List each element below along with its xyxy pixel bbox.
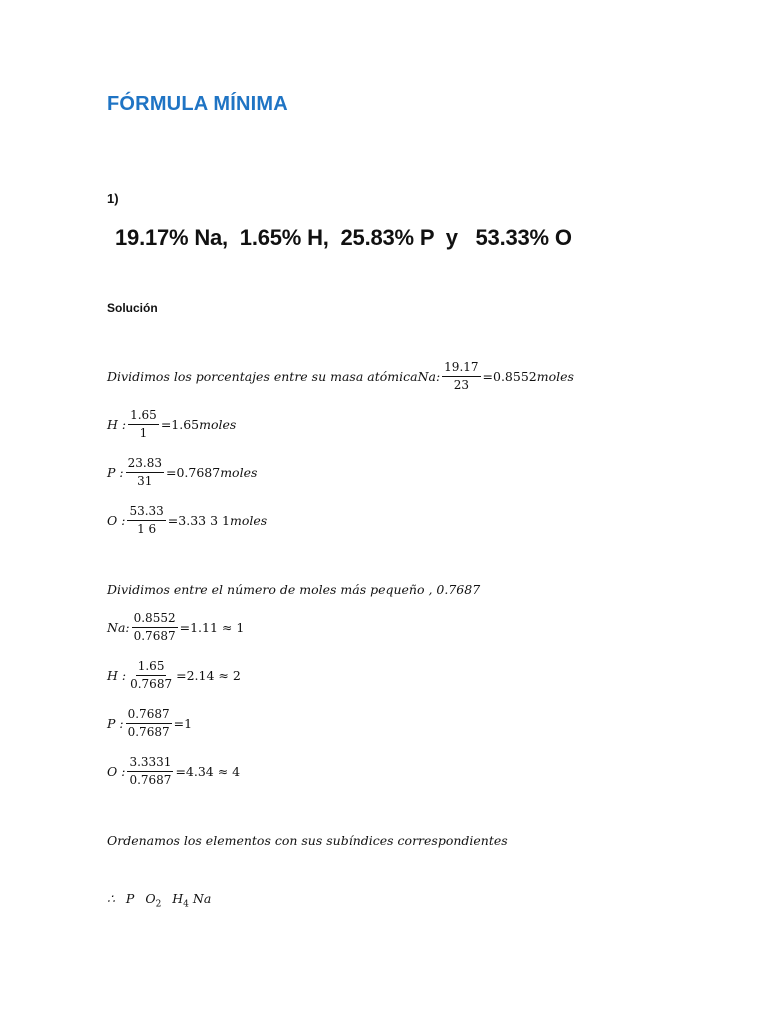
step2-intro: Dividimos entre el número de moles más pequeño , 0.7687 [107,582,481,597]
numerator: 0.8552 [132,611,178,628]
element-label: P : [107,464,124,480]
step1-h-row [107,404,236,444]
step2-p-row [107,703,192,743]
fraction [128,659,174,692]
composition-statement: 19.17% Na, 1.65% H, 25.83% P y 53.33% O [115,225,572,250]
step2-h-row [107,655,241,695]
fraction [128,408,159,441]
element-label: H : [107,416,127,432]
denominator: 23 [453,377,469,392]
fraction [132,611,178,644]
unit: moles [229,512,268,528]
fraction [442,360,480,393]
result: =0.7687 [165,464,221,480]
numerator: 0.7687 [126,707,172,724]
page-title: FÓRMULA MÍNIMA [107,93,288,115]
step1-p-row [107,452,257,492]
formula-na: Na [192,891,212,906]
problem-number: 1) [107,191,119,206]
formula-o: O [145,891,156,906]
formula-h: H [172,891,184,906]
numerator: 19.17 [442,360,480,377]
denominator: 1 [139,425,148,440]
therefore-symbol: ∴ [107,891,115,906]
denominator: 0.7687 [127,724,170,739]
formula-p: P [125,891,135,906]
element-label: P : [107,715,124,731]
numerator: 3.3331 [127,755,173,772]
denominator: 0.7687 [133,628,176,643]
unit: moles [220,464,258,480]
fraction [127,504,165,537]
numerator: 53.33 [127,504,165,521]
result: =3.33 3 1 [167,512,230,528]
numerator: 23.83 [126,456,164,473]
element-label: Na: [107,619,130,635]
unit: moles [199,416,237,432]
result: =0.8552 [482,368,537,384]
step1-intro: Dividimos los porcentajes entre su masa atómica [107,368,418,384]
solution-label: Solución [107,301,158,315]
numerator: 1.65 [128,408,159,425]
fraction [127,755,173,788]
step3-intro: Ordenamos los elementos con sus subíndices correspondientes [107,833,508,848]
element-label: O : [107,763,126,779]
denominator: 0.7687 [129,772,172,787]
result: =1.11 ≈ 1 [179,619,245,635]
numerator: 1.65 [136,659,167,676]
fraction [126,707,172,740]
element-label: Na: [417,368,441,384]
denominator: 0.7687 [130,676,173,691]
step2-na-row [107,607,244,647]
result: =1.65 [160,416,200,432]
final-formula [107,891,211,910]
step2-o-row [107,751,240,791]
step1-na-row [107,356,574,396]
formula-h-subscript: 4 [183,899,189,910]
denominator: 1 6 [137,521,157,536]
formula-o-subscript: 2 [155,899,162,910]
result: =2.14 ≈ 2 [176,667,241,683]
denominator: 31 [137,473,153,488]
element-label: H : [107,667,127,683]
step1-o-row [107,500,267,540]
result: =1 [173,715,193,731]
element-label: O : [107,512,126,528]
result: =4.34 ≈ 4 [175,763,241,779]
fraction [126,456,164,489]
unit: moles [536,368,574,384]
